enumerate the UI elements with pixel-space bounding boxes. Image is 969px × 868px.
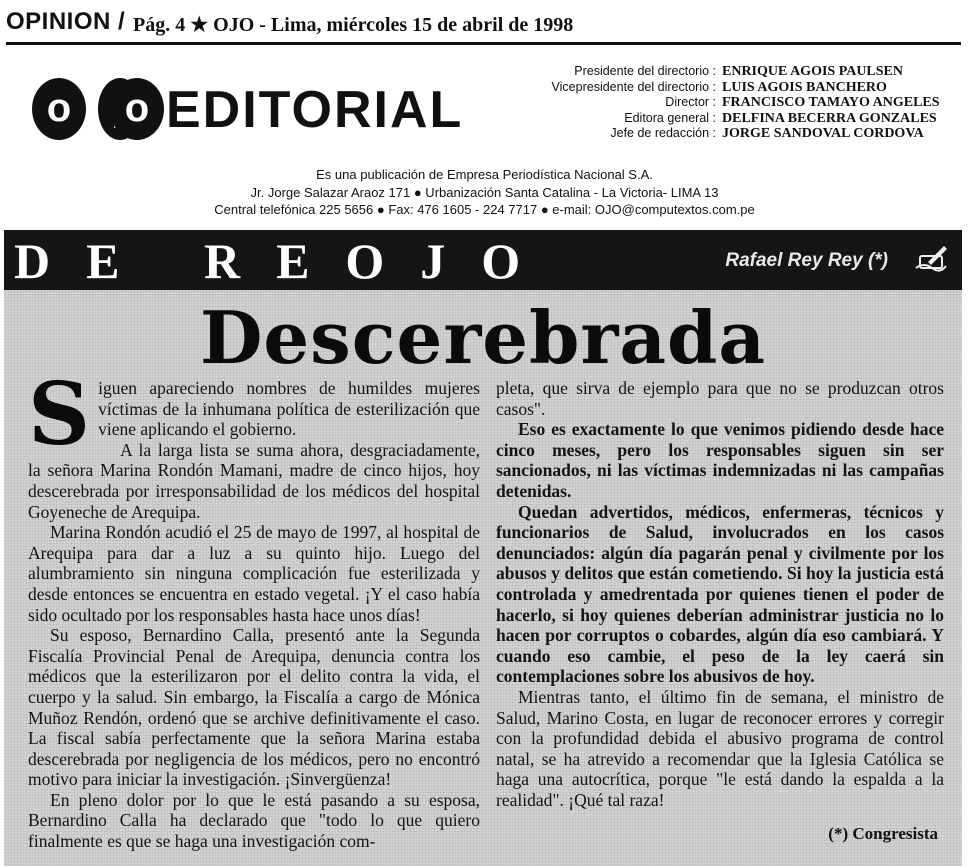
- article-paragraph: Mientras tanto, el último fin de semana, el ministro de Salud, Marino Costa, en lugar de reconocer errores y corregir con la profundidad debida el abusivo programa de control natal, se ha atrevido a recomendar que la Iglesia Católica se haga una autocrítica, porque "le está dando la espalda a la realidad". ¡Qué tal raza!: [496, 686, 944, 810]
- article-paragraph: Siguen apareciendo nombres de humildes mujeres víctimas de la inhumana política de esterilización que viene aplicando el gobierno.: [28, 364, 480, 465]
- staff-role: Jefe de redacción :: [610, 126, 716, 140]
- logo-letter-o: o: [32, 78, 86, 140]
- staff-role: Presidente del directorio :: [574, 64, 716, 78]
- article: [4, 290, 962, 866]
- page-folio: [6, 6, 961, 45]
- article-paragraph: Marina Rondón acudió el 25 de mayo de 1997, al hospital de Arequipa para dar a luz a su quinto hijo. Luego del alumbramiento sin ninguna complicación fue esterilizada y desde entonces se encuentra en estado vegetal. ¡Y el caso había sido ocultado por los responsables hasta hace unos días!: [28, 522, 480, 625]
- newspaper-logo: [32, 70, 464, 150]
- article-column-left: [28, 364, 480, 852]
- publisher-contact: Central telefónica 225 5656 ● Fax: 476 1605 - 224 7717 ● e-mail: OJO@computextos.com.pe: [214, 202, 755, 217]
- staff-name: JORGE SANDOVAL CORDOVA: [722, 126, 924, 141]
- folio-text: Pág. 4 ★ OJO - Lima, miércoles 15 de abril de 1998: [133, 14, 574, 36]
- article-paragraph: pleta, que sirva de ejemplo para que no se produzcan otros casos".: [496, 378, 944, 419]
- staff-role: Director :: [665, 95, 716, 109]
- article-paragraph: Quedan advertidos, médicos, enfermeras, técnicos y funcionarios de Salud, involucrados en los casos denunciados: algún día pagarán penal y civilmente por los abusos y delitos que están cometiendo. Si hoy la justicia está controlada y amedrentada por quienes tienen el poder de hacerlo, si hoy quienes deberían administrar justicia no lo hacen por corruptos o cobardes, algún día eso cambiará. Y cuando eso cambie, el peso de la ley caerá sin contemplaciones sobre los abusivos de hoy.: [496, 501, 944, 687]
- article-column-right: [496, 378, 944, 810]
- staff-name: ENRIQUE AGOIS PAULSEN: [722, 64, 904, 79]
- section-title: EDITORIAL: [166, 81, 464, 139]
- staff-name: DELFINA BECERRA GONZALES: [722, 110, 937, 126]
- headline: Descerebrada: [199, 295, 767, 380]
- logo-letter-o2: o: [110, 78, 164, 140]
- staff-role: Vicepresidente del directorio :: [551, 79, 716, 94]
- article-paragraph: En pleno dolor por lo que le está pasando a su esposa, Bernardino Calla ha declarado que "todo lo que quiero finalmente es que se haga una investigación com-: [28, 789, 480, 852]
- section-name: OPINION /: [6, 8, 126, 35]
- column-name: DE REOJO: [14, 233, 557, 289]
- article-paragraph: A la larga lista se suma ahora, desgraciadamente, la señora Marina Rondón Mamani, madre de cinco hijos, hoy descerebrada por irresponsabilidad de los médicos del hospital Goyeneche de Arequipa.: [28, 439, 480, 522]
- article-paragraph: Su esposo, Bernardino Calla, presentó ante la Segunda Fiscalía Provincial Penal de Arequipa, denuncia contra los médicos que la esterilizaron por el delito contra la vida, el cuerpo y la salud. Sin embargo, la Fiscalía a cargo de Mónica Muñoz Rendón, ordenó que se archive definitivamente el caso. La fiscal sabía perfectamente que la señora Marina estaba descerebrada por negligencia de los médicos, pero no encontró motivo para iniciar la investigación. ¡Sinvergüenza!: [28, 625, 480, 790]
- publisher-line: Es una publicación de Empresa Periodística Nacional S.A.: [316, 167, 653, 182]
- staff-role: Editora general :: [624, 110, 716, 125]
- staff-name: LUIS AGOIS BANCHERO: [722, 79, 887, 95]
- staff-row: [486, 80, 961, 96]
- drop-cap: S: [28, 364, 91, 465]
- publisher-info: [0, 166, 969, 219]
- column-author: Rafael Rey Rey (*): [725, 250, 888, 271]
- pen-writing-icon: [914, 244, 948, 274]
- column-banner: [4, 230, 962, 290]
- staff-row: [486, 64, 961, 80]
- publisher-address: Jr. Jorge Salazar Araoz 171 ● Urbanización Santa Catalina - La Victoria- LIMA 13: [250, 184, 719, 200]
- staff-row: [486, 95, 961, 111]
- article-paragraph: Eso es exactamente lo que venimos pidiendo desde hace cinco meses, pero los responsables siguen sin ser sancionados, ni las víctimas indemnizadas ni las campañas detenidas.: [496, 419, 944, 501]
- author-signature: (*) Congresista: [828, 824, 938, 843]
- staff-name: FRANCISCO TAMAYO ANGELES: [722, 95, 940, 110]
- staff-row: [486, 126, 961, 142]
- staff-row: [486, 111, 961, 127]
- staff-list: [486, 64, 961, 142]
